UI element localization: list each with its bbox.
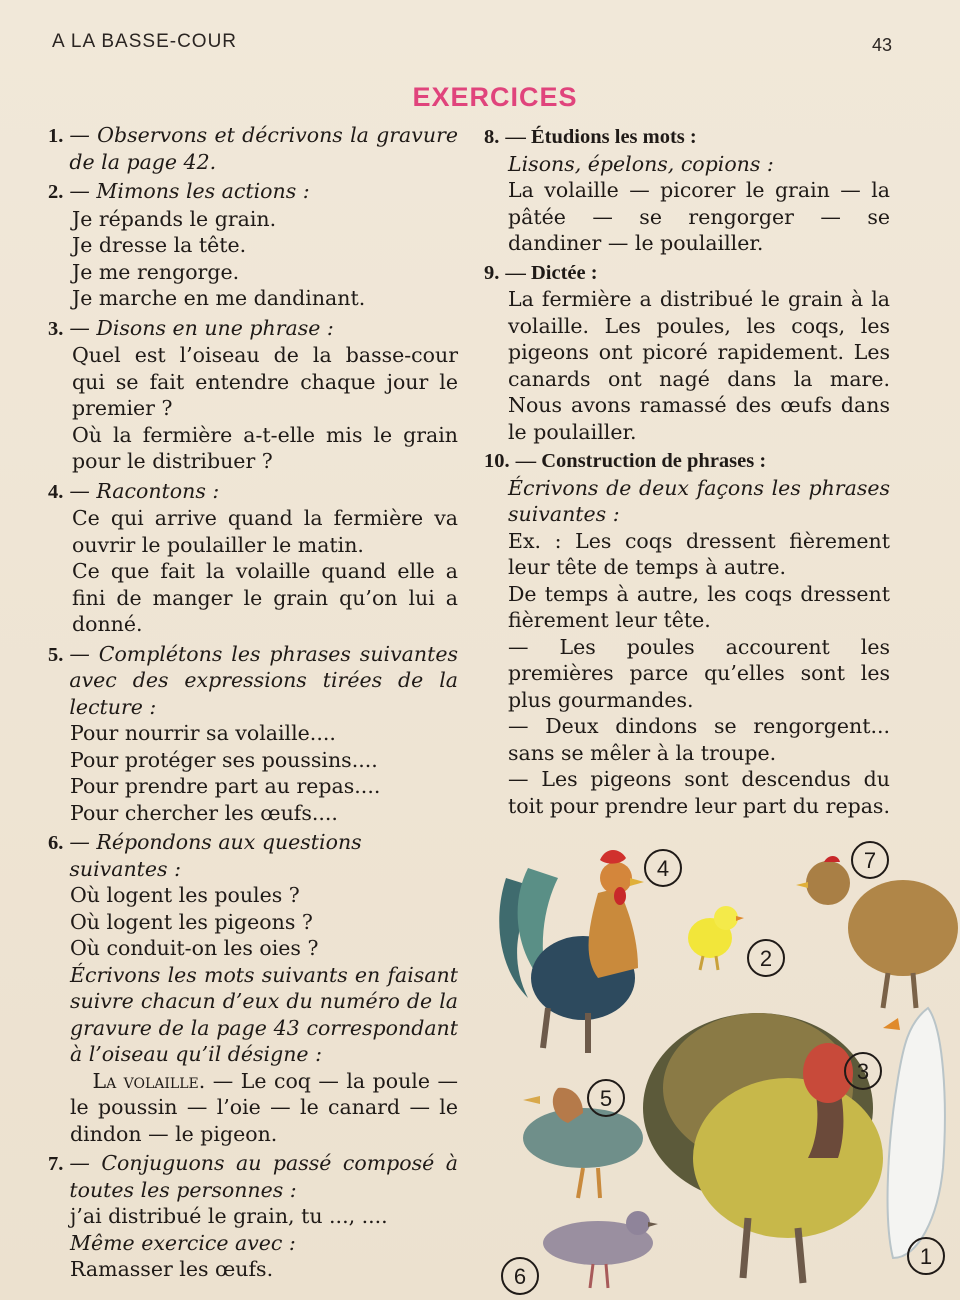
text-paragraph: Ce qui arrive quand la fermière va ouvrir le poulailler le matin.	[72, 506, 458, 557]
exercise-label: — Construction de phrases :	[515, 450, 767, 472]
instruction-text: Lisons, épelons, copions :	[508, 151, 774, 176]
right-column	[484, 124, 890, 822]
callout-number: 1	[919, 1244, 933, 1269]
text-line: Pour protéger ses poussins....	[70, 747, 378, 772]
callout-number: 4	[656, 856, 670, 881]
text-line: Où logent les poules ?	[70, 883, 300, 907]
exercise-number: 7.	[48, 1153, 64, 1175]
callout-number: 3	[856, 1059, 870, 1084]
exercise-body	[484, 151, 890, 257]
exercise-8	[484, 124, 890, 257]
exercise-body	[48, 505, 458, 638]
page-number: 43	[871, 35, 892, 55]
duck-illustration	[523, 1088, 643, 1198]
exercise-body	[48, 206, 458, 312]
exercise-label: — Disons en une phrase :	[69, 315, 334, 340]
text-line: Je répands le grain.	[72, 206, 277, 231]
callout-number: 2	[759, 946, 773, 971]
exercise-9	[484, 260, 890, 446]
chick-illustration	[688, 906, 744, 970]
exercise-sentence: — Les pigeons sont descendus du toit pour prendre leur part du repas.	[508, 767, 890, 818]
callout-number: 6	[513, 1264, 527, 1289]
exercise-label: — Dictée :	[505, 261, 598, 284]
instruction-text: Écrivons de deux façons les phrases suivantes :	[508, 475, 890, 526]
exercise-2	[48, 178, 458, 312]
text-line: Pour chercher les œufs....	[70, 800, 338, 825]
text-paragraph: La volaille — picorer le grain — la pâtée — se rengorger — se dandiner — le poulailler.	[508, 178, 890, 255]
exercise-label: — Étudions les mots :	[505, 126, 697, 148]
exercise-number: 6.	[48, 832, 64, 854]
exercise-number: 3.	[48, 317, 64, 340]
page-title: EXERCICES	[412, 82, 578, 112]
exercise-sentence: — Deux dindons se rengorgent... sans se mêler à la troupe.	[508, 714, 890, 765]
exercise-7	[48, 1150, 458, 1283]
exercise-label: — Racontons :	[69, 478, 220, 503]
text-line: j’ai distribué le grain, tu ..., ....	[70, 1204, 388, 1228]
word-list-items: — Le coq — la poule — le poussin — l’oie — le canard — le dindon — le pigeon.	[70, 1068, 458, 1146]
exercise-3	[48, 315, 458, 475]
exercise-6	[48, 829, 458, 1147]
text-line: Où conduit-on les oies ?	[70, 936, 319, 960]
left-column	[48, 122, 458, 1286]
exercise-label: — Complétons les phrases suivantes avec des expressions tirées de la lecture :	[69, 641, 458, 719]
dictation-text: La fermière a distribué le grain à la volaille. Les poules, les coqs, les pigeons ont picoré rapidement. Les canards ont nagé dans la mare. Nous avons ramassé des œufs dans le poulailler.	[508, 287, 890, 444]
exercise-number: 4.	[48, 480, 64, 503]
hen-illustration	[796, 856, 958, 1008]
exercise-body	[48, 1203, 458, 1283]
exercise-10	[484, 448, 890, 819]
callout-number: 5	[599, 1086, 613, 1111]
exercise-label: — Observons et décrivons la gravure de la page 42.	[69, 123, 458, 174]
word-list	[70, 1068, 458, 1148]
exercise-5	[48, 641, 458, 827]
word-list-lead: La volaille.	[92, 1068, 206, 1093]
goose-illustration	[883, 1008, 945, 1258]
text-paragraph: Où la fermière a-t-elle mis le grain pour le distribuer ?	[72, 422, 458, 473]
exercise-label: — Mimons les actions :	[69, 179, 310, 203]
exercise-body	[484, 475, 890, 820]
text-line: Où logent les pigeons ?	[70, 909, 313, 934]
text-paragraph: Quel est l’oiseau de la basse-cour qui se fait entendre chaque jour le premier ?	[72, 343, 458, 420]
exercise-number: 1.	[48, 125, 64, 147]
rooster-illustration	[499, 850, 644, 1053]
exercise-number: 9.	[484, 261, 500, 284]
exercise-number: 10.	[484, 450, 510, 472]
pigeon-illustration	[543, 1211, 658, 1288]
text-line: Je me rengorge.	[72, 259, 240, 284]
exercise-body	[48, 720, 458, 826]
exercise-sentence: — Les poules accourent les premières parce qu’elles sont les plus gourmandes.	[508, 634, 890, 712]
exercise-number: 2.	[48, 181, 64, 203]
example-sentence: Ex. : Les coqs dressent fièrement leur tête de temps à autre.	[508, 528, 890, 579]
exercise-body	[48, 342, 458, 475]
text-line: Même exercice avec :	[70, 1230, 296, 1255]
text-line: Pour prendre part au repas....	[70, 774, 381, 798]
instruction-text: Écrivons les mots suivants en faisant suivre chacun d’eux du numéro de la gravure de la page 43 correspondant à l’oiseau qu’il désigne :	[70, 962, 458, 1066]
turkey-illustration	[643, 1013, 883, 1283]
poultry-illustration	[488, 838, 960, 1300]
text-line: Pour nourrir sa volaille....	[70, 721, 336, 745]
callout-number: 7	[863, 848, 877, 873]
example-sentence: De temps à autre, les coqs dressent fièrement leur tête.	[508, 581, 890, 632]
running-title: A LA BASSE-COUR	[52, 31, 238, 52]
exercise-body	[48, 882, 458, 1147]
text-line: Je dresse la tête.	[72, 233, 247, 257]
exercise-number: 5.	[48, 643, 64, 666]
exercise-1	[48, 122, 458, 175]
exercise-label: — Répondons aux questions suivantes :	[69, 830, 362, 881]
exercise-label: — Conjuguons au passé composé à toutes les personnes :	[69, 1151, 458, 1202]
exercise-number: 8.	[484, 126, 500, 148]
text-line: Je marche en me dandinant.	[72, 286, 366, 310]
exercise-body	[484, 286, 890, 445]
text-paragraph: Ce que fait la volaille quand elle a fini de manger le grain qu’on lui a donné.	[72, 559, 458, 636]
exercise-4	[48, 478, 458, 638]
text-line: Ramasser les œufs.	[70, 1257, 274, 1281]
